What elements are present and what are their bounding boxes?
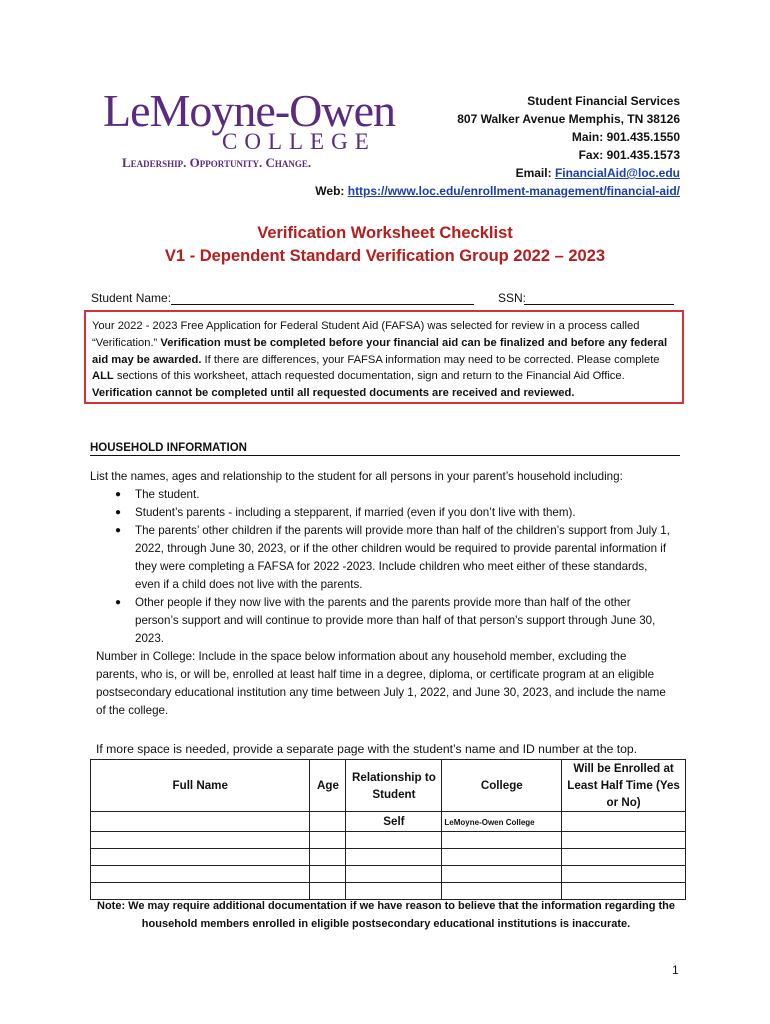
- bullet-icon: ●: [115, 489, 122, 500]
- cell-age[interactable]: [310, 866, 346, 883]
- email-label: Email:: [515, 166, 555, 180]
- cell-age[interactable]: [310, 832, 346, 849]
- email-link[interactable]: FinancialAid@loc.edu: [554, 166, 680, 180]
- header-relationship: Relationship to Student: [346, 760, 442, 812]
- household-intro: List the names, ages and relationship to the student for all persons in your parent’s household including:: [90, 470, 623, 483]
- household-heading: HOUSEHOLD INFORMATION: [90, 442, 680, 456]
- cell-relationship[interactable]: [346, 866, 442, 883]
- cell-enrolled[interactable]: [562, 832, 686, 849]
- header-age: Age: [310, 760, 346, 812]
- ssn-field[interactable]: [524, 290, 674, 305]
- web-label: Web:: [315, 184, 348, 198]
- bullet-icon: ●: [115, 507, 122, 518]
- more-space-instruction: If more space is needed, provide a separate page with the student’s name and ID number at the top.: [96, 742, 638, 756]
- bullet-item: The parents’ other children if the parents will provide more than half of the children’s support from July 1, 2022, through June 30, 2023, or if the other children would be required to provide parental information if they were completing a FAFSA for 2022 -2023. Include children who meet either of these standards, even if a child does not live with the parents.: [135, 524, 670, 591]
- office-address: 807 Walker Avenue Memphis, TN 38126: [457, 112, 680, 126]
- table-header-row: [91, 760, 686, 812]
- cell-college[interactable]: [442, 866, 562, 883]
- office-email-line: [516, 164, 680, 182]
- notice-text-1: Your 2022 - 2023 Free Application for Federal Student Aid (FAFSA) was selected for review in a process called “Verification.”: [92, 320, 640, 349]
- documentation-note: Note: We may require additional documentation if we have reason to believe that the information regarding the household members enrolled in eligible postsecondary educational institutions is inaccurate.: [97, 900, 675, 930]
- cell-full-name[interactable]: [91, 866, 310, 883]
- office-main-phone: Main: 901.435.1550: [571, 130, 680, 144]
- notice-text-3: sections of this worksheet, attach requested documentation, sign and return to the Financial Aid Office.: [113, 370, 625, 383]
- cell-age[interactable]: [310, 812, 346, 832]
- office-web-line: [315, 182, 680, 200]
- cell-relationship[interactable]: [346, 832, 442, 849]
- cell-relationship[interactable]: [346, 849, 442, 866]
- cell-full-name[interactable]: [91, 849, 310, 866]
- website-link[interactable]: https://www.loc.edu/enrollment-management/financial-aid/: [347, 184, 680, 198]
- college-logo-tagline: Leadership. Opportunity. Change.: [122, 155, 312, 170]
- cell-relationship: Self: [346, 812, 442, 832]
- cell-full-name[interactable]: [91, 812, 310, 832]
- college-logo-subtitle: COLLEGE: [222, 129, 376, 154]
- worksheet-title: Verification Worksheet Checklist: [257, 224, 513, 242]
- bullet-item: Student’s parents - including a stepparent, if married (even if you don’t live with them).: [135, 506, 576, 519]
- table-row: [91, 812, 686, 832]
- header-enrolled-half-time: Will be Enrolled at Least Half Time (Yes or No): [562, 760, 686, 812]
- student-name-field[interactable]: [171, 290, 474, 305]
- cell-enrolled[interactable]: [562, 849, 686, 866]
- cell-college[interactable]: [442, 849, 562, 866]
- cell-college: LeMoyne-Owen College: [442, 812, 562, 832]
- cell-enrolled[interactable]: [562, 866, 686, 883]
- table-row: [91, 832, 686, 849]
- student-name-label: Student Name:: [91, 291, 172, 305]
- cell-enrolled[interactable]: [562, 812, 686, 832]
- table-row: [91, 866, 686, 883]
- office-fax: Fax: 901.435.1573: [578, 148, 680, 162]
- ssn-label: SSN:: [498, 291, 527, 305]
- worksheet-subtitle: V1 - Dependent Standard Verification Group 2022 – 2023: [164, 247, 606, 265]
- bullet-item: The student.: [135, 488, 200, 501]
- number-in-college-paragraph: Number in College: Include in the space below information about any household member, excluding the parents, who is, or will be, enrolled at least half time in a degree, diploma, or certificate program at an eligible postsecondary educational institution any time between July 1, 2022, and June 30, 2023, and include the name of the college.: [96, 650, 666, 717]
- notice-bold-final: Verification cannot be completed until all requested documents are received and reviewed.: [92, 387, 575, 400]
- cell-college[interactable]: [442, 832, 562, 849]
- header-full-name: Full Name: [91, 760, 310, 812]
- page-number: 1: [672, 963, 679, 977]
- notice-bold-requirement: Verification must be completed before your financial aid can be finalized and before any federal aid may be awarded.: [92, 336, 668, 366]
- bullet-item: Other people if they now live with the parents and the parents provide more than half of the other person’s support and will continue to provide more than half of that person’s support through June 30, 2023.: [135, 596, 656, 645]
- office-name: Student Financial Services: [527, 94, 680, 108]
- notice-bold-all: ALL: [92, 370, 114, 383]
- bullet-icon: ●: [115, 597, 122, 608]
- bullet-icon: ●: [115, 525, 122, 536]
- header-college: College: [442, 760, 562, 812]
- table-row: [91, 849, 686, 866]
- notice-text-2: If there are differences, your FAFSA information may need to be corrected. Please complete: [201, 353, 660, 366]
- cell-age[interactable]: [310, 849, 346, 866]
- college-logo-name: LeMoyne-Owen: [103, 85, 396, 136]
- household-members-table: [90, 759, 686, 900]
- verification-notice: [84, 310, 684, 404]
- cell-full-name[interactable]: [91, 832, 310, 849]
